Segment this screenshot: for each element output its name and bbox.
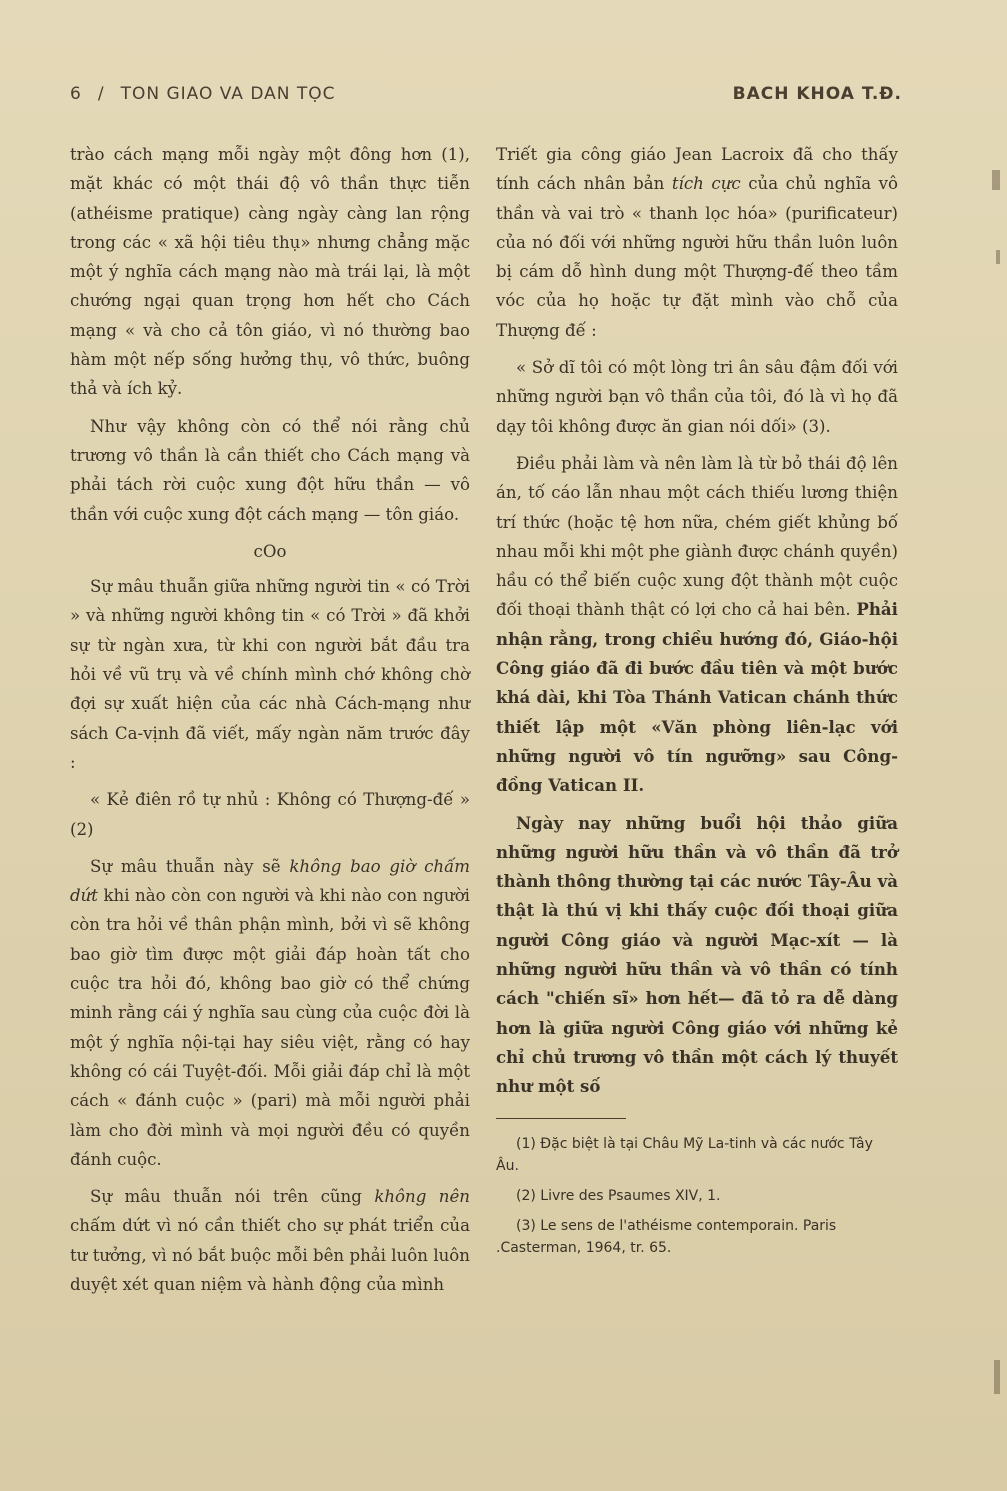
text-run: Triết gia công giáo Jean Lacroix đã cho thấy tính cách nhân bản [496, 145, 898, 194]
footnote: (1) Đặc biệt là tại Châu Mỹ La-tinh và các nước Tây Âu. [496, 1135, 873, 1174]
text-run: của chủ nghĩa vô thần và vai trò « thanh lọc hóa» (purificateur) của nó đối với những người hữu thần luôn luôn bị cám dỗ hình dung một Thượng-đế theo tầm vóc của họ hoặc tự đặt mình vào chỗ của Thượng đế : [496, 174, 898, 340]
right-column [496, 140, 898, 1267]
margin-smudge [992, 170, 1000, 190]
text-run: Sự mâu thuẫn này sẽ [90, 856, 290, 876]
page-number: 6 [70, 84, 82, 104]
quote-paragraph: « Sở dĩ tôi có một lòng tri ân sâu đậm đối với những người bạn vô thần của tôi, đó là vì họ đã dạy tôi không được ăn gian nói dối» (3). [496, 358, 898, 436]
emphasis-text: không nên [374, 1187, 470, 1207]
publication-name: BACH KHOA T.Đ. [732, 84, 902, 104]
emphasis-text: không bao giờ chấm dứt [70, 856, 470, 906]
emphasis-text: tích cực [671, 174, 741, 194]
paragraph: Sự mâu thuẫn giữa những người tin « có Trời » và những người không tin « có Trời » đã khởi sự từ ngàn xưa, từ khi con người bắt đầu tra hỏi về vũ trụ và về chính mình chớ không chờ đợi sự xuất hiện của các nhà Cách-mạng như sách Ca-vịnh đã viết, mấy ngàn năm trước đây : [70, 577, 470, 772]
footnote: (3) Le sens de l'athéisme contemporain. Paris .Casterman, 1964, tr. 65. [496, 1217, 837, 1256]
text-run: Điều phải làm và nên làm là từ bỏ thái độ lên án, tố cáo lẫn nhau một cách thiếu lương thiện trí thức (hoặc tệ hơn nữa, chém giết khủng bố nhau mỗi khi một phe giành được chánh quyền) hầu có thể biến cuộc xung đột thành một cuộc đối thoại thành thật có lợi cho cả hai bên. [496, 453, 899, 620]
header-left [70, 84, 352, 104]
margin-smudge [994, 1360, 1000, 1394]
text-run: khi nào còn con người và khi nào con người còn tra hỏi về thân phận mình, bởi vì sẽ không bao giờ tìm được một giải đáp hoàn tất cho cuộc tra hỏi đó, không bao giờ có thể chứng minh rằng cái ý nghĩa sau cùng của cuộc đời là một ý nghĩa nội-tại hay siêu việt, rằng có hay không có cái Tuyệt-đối. Mỗi giải đáp chỉ là một cách « đánh cuộc » (pari) mà mỗi người phải làm cho đời mình và mọi người đều có quyền đánh cuộc. [70, 886, 470, 1169]
running-header [70, 84, 902, 104]
margin-smudge [996, 250, 1000, 264]
paragraph: trào cách mạng mỗi ngày một đông hơn (1), mặt khác có một thái độ vô thần thực tiễn (athéisme pratique) càng ngày càng lan rộng trong các « xã hội tiêu thụ» nhưng chẳng mặc một ý nghĩa cách mạng nào mà trái lại, là một chướng ngại quan trọng hơn hết cho Cách mạng « và cho cả tôn giáo, vì nó thường bao hàm một nếp sống hưởng thụ, vô thức, buông thả và ích kỷ. [70, 145, 470, 399]
left-column [70, 140, 470, 1307]
text-run: Sự mâu thuẫn nói trên cũng [90, 1187, 375, 1207]
footnote-rule [496, 1118, 626, 1119]
text-run: chấm dứt vì nó cần thiết cho sự phát triển của tư tưởng, vì nó bắt buộc mỗi bên phải luôn luôn duyệt xét quan niệm và hành động của mình [70, 1216, 470, 1294]
paragraph [496, 449, 898, 801]
paragraph: Như vậy không còn có thể nói rằng chủ trương vô thần là cần thiết cho Cách mạng và phải tách rời cuộc xung đột hữu thần — vô thần với cuộc xung đột cách mạng — tôn giáo. [70, 416, 470, 524]
footnote: (2) Livre des Psaumes XIV, 1. [516, 1187, 721, 1204]
section-title: TON GIAO VA DAN TỌC [120, 84, 336, 104]
quote-paragraph: « Kẻ điên rồ tự nhủ : Không có Thượng-đế » (2) [70, 790, 470, 839]
paragraph: Ngày nay những buổi hội thảo giữa những người hữu thần và vô thần đã trở thành thông thường tại các nước Tây-Âu và thật là thú vị khi thấy cuộc đối thoại giữa người Công giáo và người Mạc-xít — là những người hữu thần và vô thần có tính cách "chiến sĩ» hơn hết— đã tỏ ra dễ dàng hơn là giữa người Công giáo với những kẻ chỉ chủ trương vô thần một cách lý thuyết như một số [496, 812, 898, 1097]
paragraph [496, 140, 898, 345]
section-separator: cOo [253, 541, 287, 561]
header-separator: / [97, 84, 105, 104]
paragraph [70, 852, 470, 1174]
paragraph [70, 1182, 470, 1299]
bold-text: Phải nhận rằng, trong chiều hướng đó, Giáo-hội Công giáo đã đi bước đầu tiên và một bước khá dài, khi Tòa Thánh Vatican chánh thức thiết lập một «Văn phòng liên-lạc với những người vô tín ngưỡng» sau Công-đồng Vatican II. [496, 599, 898, 796]
